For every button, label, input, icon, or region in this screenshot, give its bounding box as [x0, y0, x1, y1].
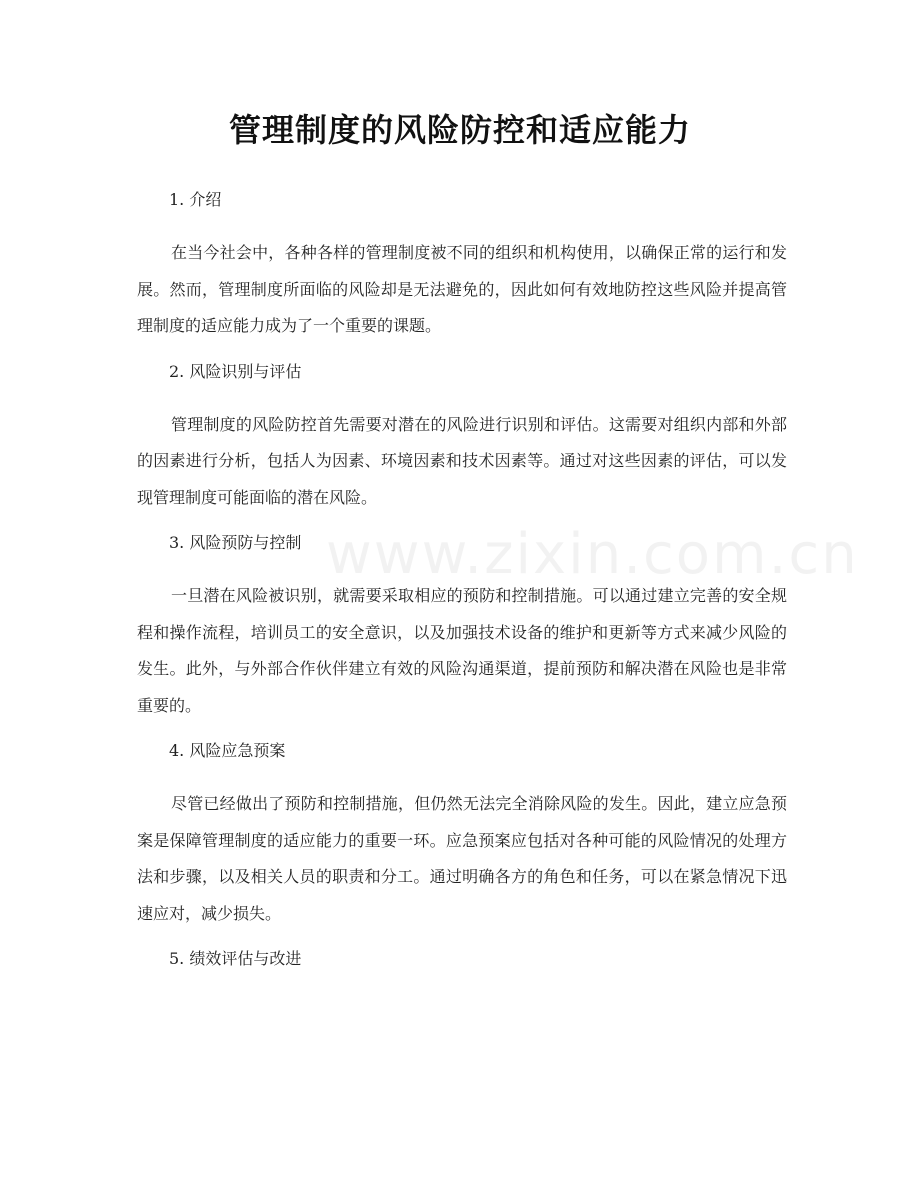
- section-paragraph-3: 一旦潜在风险被识别，就需要采取相应的预防和控制措施。可以通过建立完善的安全规程和操作流程，培训员工的安全意识，以及加强技术设备的维护和更新等方式来减少风险的发生。此外，与外部合作伙伴建立有效的风险沟通渠道，提前预防和解决潜在风险也是非常重要的。: [137, 586, 787, 715]
- section-heading-3: 3. 风险预防与控制: [169, 533, 302, 552]
- section-heading-4: 4. 风险应急预案: [169, 741, 286, 760]
- section-heading-1: 1. 介绍: [169, 190, 222, 209]
- watermark: www.zixin.com.cn: [326, 522, 859, 587]
- document-title: 管理制度的风险防控和适应能力: [228, 111, 691, 149]
- section-paragraph-2: 管理制度的风险防控首先需要对潜在的风险进行识别和评估。这需要对组织内部和外部的因素进行分析，包括人为因素、环境因素和技术因素等。通过对这些因素的评估，可以发现管理制度可能面临的潜在风险。: [137, 414, 787, 507]
- section-heading-5: 5. 绩效评估与改进: [169, 949, 302, 968]
- document-body: [137, 183, 859, 976]
- section-heading-2: 2. 风险识别与评估: [169, 361, 302, 381]
- section-paragraph-1: 在当今社会中，各种各样的管理制度被不同的组织和机构使用，以确保正常的运行和发展。然而，管理制度所面临的风险却是无法避免的，因此如何有效地防控这些风险并提高管理制度的适应能力成为了一个重要的课题。: [137, 243, 787, 335]
- section-paragraph-4: 尽管已经做出了预防和控制措施，但仍然无法完全消除风险的发生。因此，建立应急预案是保障管理制度的适应能力的重要一环。应急预案应包括对各种可能的风险情况的处理方法和步骤，以及相关人员的职责和分工。通过明确各方的角色和任务，可以在紧急情况下迅速应对，减少损失。: [137, 794, 787, 923]
